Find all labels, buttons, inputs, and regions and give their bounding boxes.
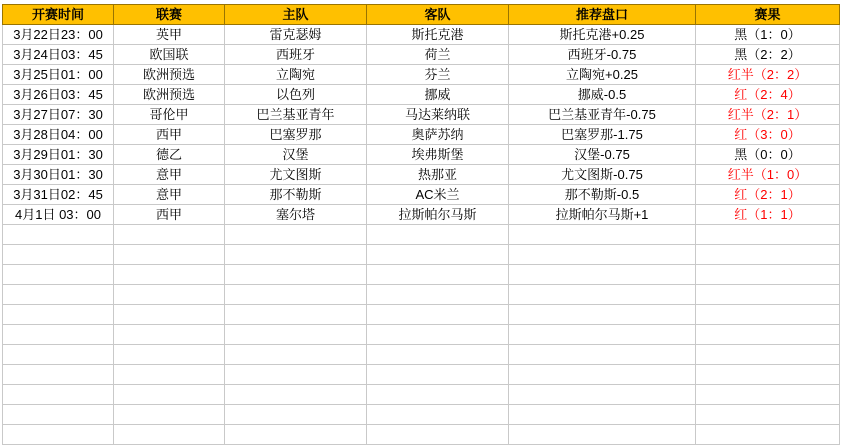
table-row — [3, 145, 840, 165]
cell-empty[interactable] — [3, 265, 114, 285]
cell-handicap[interactable]: 斯托克港+0.25 — [509, 25, 696, 45]
cell-league[interactable]: 德乙 — [114, 145, 225, 165]
cell-empty[interactable] — [114, 245, 225, 265]
cell-handicap[interactable]: 汉堡-0.75 — [509, 145, 696, 165]
cell-empty[interactable] — [696, 305, 840, 325]
table-row-empty — [3, 225, 840, 245]
cell-empty[interactable] — [3, 385, 114, 405]
cell-home-team[interactable]: 以色列 — [225, 85, 367, 105]
table-row-empty — [3, 425, 840, 445]
table-row — [3, 85, 840, 105]
cell-empty[interactable] — [225, 245, 367, 265]
cell-empty[interactable] — [367, 285, 509, 305]
cell-empty[interactable] — [225, 365, 367, 385]
cell-empty[interactable] — [509, 425, 696, 445]
cell-empty[interactable] — [696, 405, 840, 425]
cell-handicap[interactable]: 西班牙-0.75 — [509, 45, 696, 65]
cell-time[interactable]: 3月26日03：45 — [3, 85, 114, 105]
cell-empty[interactable] — [225, 325, 367, 345]
cell-time[interactable]: 3月25日01：00 — [3, 65, 114, 85]
cell-time[interactable]: 3月30日01：30 — [3, 165, 114, 185]
cell-league[interactable]: 哥伦甲 — [114, 105, 225, 125]
cell-empty[interactable] — [225, 405, 367, 425]
cell-empty[interactable] — [509, 365, 696, 385]
cell-time[interactable]: 3月24日03：45 — [3, 45, 114, 65]
cell-empty[interactable] — [367, 385, 509, 405]
table-row-empty — [3, 405, 840, 425]
cell-empty[interactable] — [367, 245, 509, 265]
cell-empty[interactable] — [696, 265, 840, 285]
cell-home-team[interactable]: 汉堡 — [225, 145, 367, 165]
cell-empty[interactable] — [367, 365, 509, 385]
cell-empty[interactable] — [114, 265, 225, 285]
cell-empty[interactable] — [114, 325, 225, 345]
cell-result[interactable]: 红半（1：0） — [696, 165, 840, 185]
cell-empty[interactable] — [367, 265, 509, 285]
cell-result[interactable]: 红半（2：2） — [696, 65, 840, 85]
cell-empty[interactable] — [3, 225, 114, 245]
cell-league[interactable]: 英甲 — [114, 25, 225, 45]
cell-empty[interactable] — [509, 385, 696, 405]
cell-result[interactable]: 黑（0：0） — [696, 145, 840, 165]
column-header-result[interactable]: 赛果 — [696, 5, 840, 25]
table-row-empty — [3, 345, 840, 365]
cell-league[interactable]: 欧洲预选 — [114, 65, 225, 85]
cell-empty[interactable] — [114, 285, 225, 305]
cell-time[interactable]: 3月31日02：45 — [3, 185, 114, 205]
cell-league[interactable]: 欧国联 — [114, 45, 225, 65]
cell-league[interactable]: 西甲 — [114, 125, 225, 145]
cell-empty[interactable] — [225, 385, 367, 405]
cell-home-team[interactable]: 西班牙 — [225, 45, 367, 65]
table-row-empty — [3, 305, 840, 325]
cell-empty[interactable] — [367, 305, 509, 325]
cell-away-team[interactable]: AC米兰 — [367, 185, 509, 205]
cell-empty[interactable] — [3, 245, 114, 265]
cell-empty[interactable] — [225, 345, 367, 365]
table-row — [3, 205, 840, 225]
cell-home-team[interactable]: 塞尔塔 — [225, 205, 367, 225]
table-header-row — [3, 5, 840, 25]
cell-empty[interactable] — [696, 365, 840, 385]
cell-empty[interactable] — [696, 285, 840, 305]
cell-empty[interactable] — [225, 225, 367, 245]
cell-empty[interactable] — [3, 365, 114, 385]
cell-empty[interactable] — [3, 305, 114, 325]
cell-result[interactable]: 红（1：1） — [696, 205, 840, 225]
cell-empty[interactable] — [367, 345, 509, 365]
table-row-empty — [3, 265, 840, 285]
cell-empty[interactable] — [696, 385, 840, 405]
cell-away-team[interactable]: 芬兰 — [367, 65, 509, 85]
cell-league[interactable]: 意甲 — [114, 165, 225, 185]
cell-away-team[interactable]: 奥萨苏纳 — [367, 125, 509, 145]
cell-empty[interactable] — [367, 425, 509, 445]
cell-home-team[interactable]: 尤文图斯 — [225, 165, 367, 185]
cell-time[interactable]: 3月22日23：00 — [3, 25, 114, 45]
cell-empty[interactable] — [367, 325, 509, 345]
column-header-handicap[interactable]: 推荐盘口 — [509, 5, 696, 25]
cell-away-team[interactable]: 挪威 — [367, 85, 509, 105]
cell-home-team[interactable]: 巴塞罗那 — [225, 125, 367, 145]
table-row — [3, 125, 840, 145]
cell-empty[interactable] — [225, 265, 367, 285]
table-row — [3, 105, 840, 125]
table-row — [3, 165, 840, 185]
cell-result[interactable]: 红半（2：1） — [696, 105, 840, 125]
cell-empty[interactable] — [114, 225, 225, 245]
cell-handicap[interactable]: 巴兰基亚青年-0.75 — [509, 105, 696, 125]
cell-result[interactable]: 黑（1：0） — [696, 25, 840, 45]
cell-empty[interactable] — [367, 225, 509, 245]
cell-home-team[interactable]: 立陶宛 — [225, 65, 367, 85]
cell-empty[interactable] — [509, 325, 696, 345]
table-row-empty — [3, 245, 840, 265]
cell-result[interactable]: 红（2：4） — [696, 85, 840, 105]
cell-empty[interactable] — [225, 285, 367, 305]
table-row-empty — [3, 365, 840, 385]
cell-handicap[interactable]: 立陶宛+0.25 — [509, 65, 696, 85]
table-body — [3, 5, 840, 445]
table-row — [3, 65, 840, 85]
cell-empty[interactable] — [509, 345, 696, 365]
cell-handicap[interactable]: 巴塞罗那-1.75 — [509, 125, 696, 145]
cell-home-team[interactable]: 那不勒斯 — [225, 185, 367, 205]
cell-league[interactable]: 西甲 — [114, 205, 225, 225]
cell-home-team[interactable]: 雷克瑟姆 — [225, 25, 367, 45]
cell-empty[interactable] — [3, 345, 114, 365]
table-row — [3, 45, 840, 65]
cell-time[interactable]: 3月29日01：30 — [3, 145, 114, 165]
cell-empty[interactable] — [114, 305, 225, 325]
cell-empty[interactable] — [696, 345, 840, 365]
column-header-league[interactable]: 联赛 — [114, 5, 225, 25]
table-row — [3, 25, 840, 45]
cell-time[interactable]: 4月1日 03：00 — [3, 205, 114, 225]
cell-empty[interactable] — [114, 405, 225, 425]
results-table — [2, 4, 840, 445]
cell-empty[interactable] — [696, 325, 840, 345]
cell-empty[interactable] — [509, 285, 696, 305]
cell-empty[interactable] — [696, 425, 840, 445]
cell-home-team[interactable]: 巴兰基亚青年 — [225, 105, 367, 125]
cell-empty[interactable] — [696, 225, 840, 245]
cell-empty[interactable] — [509, 405, 696, 425]
cell-empty[interactable] — [509, 225, 696, 245]
cell-away-team[interactable]: 热那亚 — [367, 165, 509, 185]
cell-away-team[interactable]: 马达莱纳联 — [367, 105, 509, 125]
cell-time[interactable]: 3月28日04：00 — [3, 125, 114, 145]
cell-empty[interactable] — [3, 325, 114, 345]
cell-away-team[interactable]: 斯托克港 — [367, 25, 509, 45]
cell-empty[interactable] — [114, 385, 225, 405]
cell-away-team[interactable]: 埃弗斯堡 — [367, 145, 509, 165]
cell-handicap[interactable]: 拉斯帕尔马斯+1 — [509, 205, 696, 225]
table-row-empty — [3, 325, 840, 345]
column-header-home[interactable]: 主队 — [225, 5, 367, 25]
cell-empty[interactable] — [3, 285, 114, 305]
cell-handicap[interactable]: 尤文图斯-0.75 — [509, 165, 696, 185]
cell-away-team[interactable]: 拉斯帕尔马斯 — [367, 205, 509, 225]
cell-result[interactable]: 红（2：1） — [696, 185, 840, 205]
cell-time[interactable]: 3月27日07：30 — [3, 105, 114, 125]
cell-empty[interactable] — [509, 245, 696, 265]
column-header-time[interactable]: 开赛时间 — [3, 5, 114, 25]
table-row-empty — [3, 285, 840, 305]
table-row — [3, 185, 840, 205]
cell-empty[interactable] — [114, 365, 225, 385]
cell-away-team[interactable]: 荷兰 — [367, 45, 509, 65]
table-row-empty — [3, 385, 840, 405]
cell-empty[interactable] — [509, 265, 696, 285]
column-header-away[interactable]: 客队 — [367, 5, 509, 25]
cell-handicap[interactable]: 那不勒斯-0.5 — [509, 185, 696, 205]
cell-empty[interactable] — [696, 245, 840, 265]
cell-empty[interactable] — [114, 345, 225, 365]
cell-league[interactable]: 欧洲预选 — [114, 85, 225, 105]
cell-result[interactable]: 黑（2：2） — [696, 45, 840, 65]
cell-empty[interactable] — [114, 425, 225, 445]
cell-empty[interactable] — [367, 405, 509, 425]
cell-empty[interactable] — [509, 305, 696, 325]
cell-handicap[interactable]: 挪威-0.5 — [509, 85, 696, 105]
cell-empty[interactable] — [3, 405, 114, 425]
cell-empty[interactable] — [225, 425, 367, 445]
cell-empty[interactable] — [225, 305, 367, 325]
cell-result[interactable]: 红（3：0） — [696, 125, 840, 145]
cell-empty[interactable] — [3, 425, 114, 445]
cell-league[interactable]: 意甲 — [114, 185, 225, 205]
